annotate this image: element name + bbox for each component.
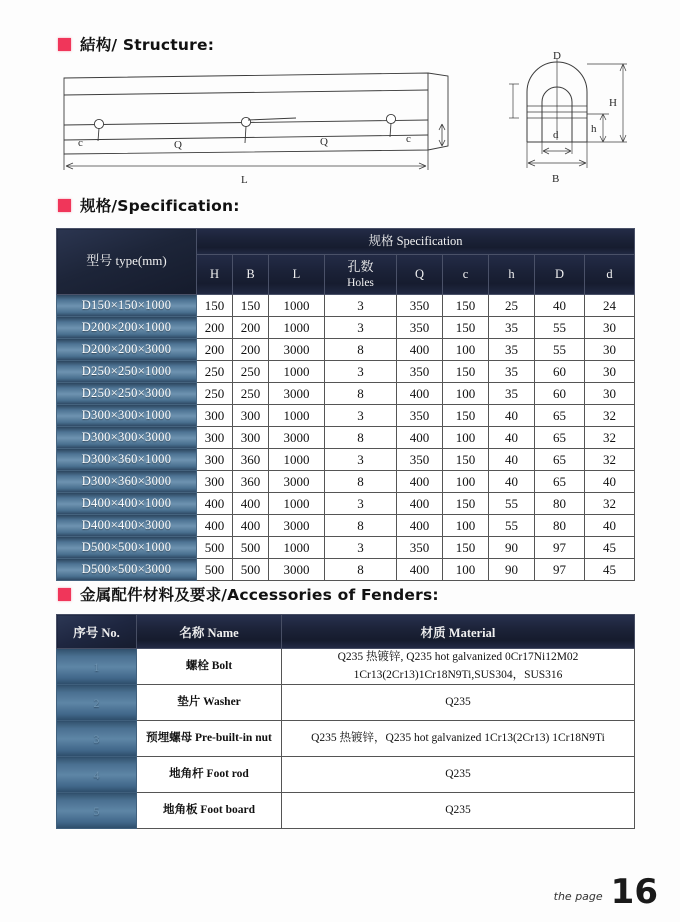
specification-table [56,228,635,581]
spec-cell-d: 45 [585,559,635,581]
acc-material-line: Q235 [445,695,471,708]
spec-cell-c: 150 [443,449,489,471]
spec-cell-d: 24 [585,295,635,317]
spec-cell-c: 150 [443,361,489,383]
acc-cell-name: 地角杆 Foot rod [137,757,282,793]
spec-cell-D: 65 [535,449,585,471]
dim-label-d: d [553,129,559,141]
spec-cell-h: 35 [489,339,535,361]
spec-cell-B: 500 [233,559,269,581]
spec-header-B: B [233,255,269,295]
dim-label-h: h [591,123,597,135]
spec-cell-Q: 400 [397,515,443,537]
table-row [57,361,635,383]
spec-cell-Q: 400 [397,383,443,405]
section-heading-accessories [58,583,439,605]
spec-cell-type: D300×360×3000 [57,471,197,493]
acc-header-name: 名称 Name [137,615,282,649]
dim-label-H: H [609,97,617,109]
spec-cell-h: 40 [489,405,535,427]
spec-cell-type: D400×400×3000 [57,515,197,537]
spec-cell-B: 360 [233,449,269,471]
spec-cell-type: D300×300×1000 [57,405,197,427]
table-row [57,295,635,317]
section-heading-structure-label: 結构/ Structure: [80,36,215,54]
acc-cell-material [282,685,635,721]
spec-cell-L: 1000 [269,361,325,383]
spec-cell-H: 200 [197,317,233,339]
spec-cell-h: 55 [489,515,535,537]
spec-cell-H: 200 [197,339,233,361]
spec-cell-H: 400 [197,515,233,537]
acc-cell-no: 2 [57,685,137,721]
spec-cell-type: D300×300×3000 [57,427,197,449]
spec-cell-B: 300 [233,405,269,427]
spec-cell-type: D200×200×1000 [57,317,197,339]
spec-cell-h: 55 [489,493,535,515]
footer-label: the page [553,890,603,903]
spec-cell-Q: 350 [397,295,443,317]
accessories-table [56,614,635,829]
spec-cell-d: 32 [585,449,635,471]
spec-cell-H: 400 [197,493,233,515]
table-row [57,471,635,493]
spec-header-holes-en: Holes [347,276,374,289]
fender-side-view-drawing [56,62,466,187]
spec-cell-Q: 350 [397,317,443,339]
spec-cell-D: 97 [535,559,585,581]
spec-cell-holes: 3 [325,537,397,559]
spec-cell-L: 1000 [269,317,325,339]
dim-label-q1: Q [174,139,182,151]
spec-cell-D: 80 [535,493,585,515]
spec-cell-holes: 8 [325,427,397,449]
spec-cell-c: 150 [443,295,489,317]
spec-header-H: H [197,255,233,295]
spec-header-D: D [535,255,585,295]
spec-cell-D: 97 [535,537,585,559]
spec-cell-D: 65 [535,427,585,449]
acc-cell-no: 3 [57,721,137,757]
spec-cell-type: D500×500×1000 [57,537,197,559]
spec-cell-holes: 3 [325,317,397,339]
spec-cell-Q: 400 [397,427,443,449]
acc-cell-no: 4 [57,757,137,793]
spec-cell-H: 500 [197,537,233,559]
spec-cell-holes: 8 [325,559,397,581]
table-row [57,649,635,685]
spec-cell-H: 150 [197,295,233,317]
acc-material-line: 1Cr13(2Cr13)1Cr18N9Ti,SUS304，SUS316 [353,668,563,681]
spec-cell-c: 150 [443,317,489,339]
acc-header-material: 材质 Material [282,615,635,649]
spec-cell-D: 65 [535,471,585,493]
table-row [57,757,635,793]
spec-cell-H: 500 [197,559,233,581]
spec-header-type: 型号 type(mm) [57,229,197,295]
spec-cell-B: 500 [233,537,269,559]
spec-cell-L: 1000 [269,295,325,317]
spec-cell-holes: 8 [325,515,397,537]
spec-cell-H: 250 [197,361,233,383]
spec-cell-h: 35 [489,361,535,383]
dim-label-length: L [241,174,248,186]
spec-cell-holes: 8 [325,383,397,405]
spec-cell-holes: 8 [325,339,397,361]
acc-material-line: Q235 [445,803,471,816]
spec-cell-Q: 400 [397,339,443,361]
acc-material-line: Q235 [445,767,471,780]
spec-cell-c: 100 [443,383,489,405]
spec-cell-B: 250 [233,383,269,405]
table-row [57,449,635,471]
spec-cell-c: 100 [443,339,489,361]
table-row [57,721,635,757]
spec-cell-H: 250 [197,383,233,405]
dim-label-c-right: c [406,133,411,145]
spec-cell-type: D250×250×3000 [57,383,197,405]
spec-cell-B: 360 [233,471,269,493]
fender-cross-section-drawing [495,50,645,190]
spec-cell-L: 3000 [269,515,325,537]
spec-cell-c: 100 [443,559,489,581]
section-heading-specification-label: 规格/Specification: [80,197,240,215]
spec-cell-h: 25 [489,295,535,317]
spec-cell-B: 200 [233,317,269,339]
spec-cell-H: 300 [197,427,233,449]
spec-cell-type: D500×500×3000 [57,559,197,581]
spec-header-holes [325,255,397,295]
spec-cell-d: 30 [585,339,635,361]
spec-cell-type: D400×400×1000 [57,493,197,515]
spec-cell-L: 1000 [269,537,325,559]
table-row [57,685,635,721]
spec-cell-D: 55 [535,317,585,339]
dim-label-c-left: c [78,137,83,149]
spec-cell-B: 400 [233,493,269,515]
spec-cell-type: D200×200×3000 [57,339,197,361]
spec-cell-holes: 3 [325,449,397,471]
spec-cell-Q: 400 [397,493,443,515]
spec-cell-c: 100 [443,471,489,493]
spec-cell-D: 65 [535,405,585,427]
spec-cell-D: 55 [535,339,585,361]
spec-cell-d: 32 [585,405,635,427]
spec-cell-Q: 350 [397,537,443,559]
spec-cell-d: 30 [585,383,635,405]
spec-header-specification: 规格 Specification [197,229,635,255]
table-row [57,427,635,449]
spec-cell-h: 35 [489,317,535,339]
table-row [57,383,635,405]
spec-cell-c: 100 [443,515,489,537]
spec-cell-Q: 350 [397,449,443,471]
table-row [57,493,635,515]
spec-cell-holes: 3 [325,405,397,427]
spec-cell-B: 250 [233,361,269,383]
spec-cell-d: 30 [585,361,635,383]
acc-cell-no: 5 [57,793,137,829]
spec-header-L: L [269,255,325,295]
acc-header-no: 序号 No. [57,615,137,649]
spec-cell-L: 3000 [269,383,325,405]
spec-cell-c: 100 [443,427,489,449]
table-row [57,793,635,829]
spec-cell-D: 40 [535,295,585,317]
spec-cell-holes: 3 [325,493,397,515]
spec-cell-L: 1000 [269,493,325,515]
spec-cell-D: 60 [535,361,585,383]
acc-cell-name: 螺栓 Bolt [137,649,282,685]
spec-cell-L: 3000 [269,471,325,493]
acc-cell-material [282,721,635,757]
spec-cell-B: 150 [233,295,269,317]
spec-cell-H: 300 [197,405,233,427]
spec-cell-L: 3000 [269,559,325,581]
spec-header-Q: Q [397,255,443,295]
spec-cell-d: 32 [585,493,635,515]
spec-cell-L: 3000 [269,427,325,449]
spec-cell-Q: 350 [397,361,443,383]
table-row [57,515,635,537]
spec-cell-L: 1000 [269,449,325,471]
spec-cell-D: 60 [535,383,585,405]
spec-cell-d: 45 [585,537,635,559]
spec-header-holes-cn: 孔数 [347,259,374,274]
acc-cell-no: 1 [57,649,137,685]
spec-cell-B: 400 [233,515,269,537]
acc-cell-name: 垫片 Washer [137,685,282,721]
spec-header-d: d [585,255,635,295]
spec-cell-d: 30 [585,317,635,339]
spec-cell-h: 35 [489,383,535,405]
section-heading-accessories-label: 金属配件材料及要求/Accessories of Fenders: [80,586,439,604]
spec-cell-c: 150 [443,537,489,559]
spec-cell-holes: 3 [325,361,397,383]
table-row [57,559,635,581]
spec-cell-type: D150×150×1000 [57,295,197,317]
bullet-square-icon [58,38,71,51]
acc-material-line: Q235 热镀锌，Q235 hot galvanized 1Cr13(2Cr13) 1Cr18N9Ti [311,731,605,744]
spec-cell-B: 300 [233,427,269,449]
page-number: 16 [610,872,658,913]
acc-cell-material [282,649,635,685]
spec-cell-c: 150 [443,405,489,427]
spec-cell-H: 300 [197,471,233,493]
spec-cell-L: 1000 [269,405,325,427]
spec-header-h: h [489,255,535,295]
spec-cell-d: 40 [585,515,635,537]
spec-cell-d: 32 [585,427,635,449]
bullet-square-icon [58,199,71,212]
acc-material-line: Q235 热镀锌, Q235 hot galvanized 0Cr17Ni12M02 [337,651,579,664]
spec-cell-Q: 350 [397,405,443,427]
spec-header-c: c [443,255,489,295]
spec-cell-type: D250×250×1000 [57,361,197,383]
dim-label-q2: Q [320,136,328,148]
spec-cell-holes: 3 [325,295,397,317]
spec-cell-L: 3000 [269,339,325,361]
section-heading-structure [58,33,214,55]
acc-cell-name: 地角板 Foot board [137,793,282,829]
spec-table-header-row-1 [57,229,635,255]
spec-cell-c: 150 [443,493,489,515]
acc-cell-material [282,793,635,829]
spec-cell-Q: 400 [397,471,443,493]
spec-cell-B: 200 [233,339,269,361]
table-row [57,405,635,427]
spec-cell-h: 40 [489,471,535,493]
spec-cell-h: 40 [489,449,535,471]
acc-cell-name: 预埋螺母 Pre-built-in nut [137,721,282,757]
bullet-square-icon [58,588,71,601]
spec-cell-Q: 400 [397,559,443,581]
spec-cell-H: 300 [197,449,233,471]
table-row [57,537,635,559]
table-row [57,339,635,361]
spec-cell-type: D300×360×1000 [57,449,197,471]
table-row [57,317,635,339]
dim-label-D: D [553,50,561,62]
accessories-table-header-row [57,615,635,649]
spec-cell-h: 40 [489,427,535,449]
spec-cell-D: 80 [535,515,585,537]
acc-cell-material [282,757,635,793]
page-footer [553,872,658,913]
spec-cell-h: 90 [489,559,535,581]
spec-cell-holes: 8 [325,471,397,493]
spec-cell-d: 40 [585,471,635,493]
section-heading-specification [58,194,240,216]
spec-cell-h: 90 [489,537,535,559]
dim-label-B: B [552,173,560,185]
